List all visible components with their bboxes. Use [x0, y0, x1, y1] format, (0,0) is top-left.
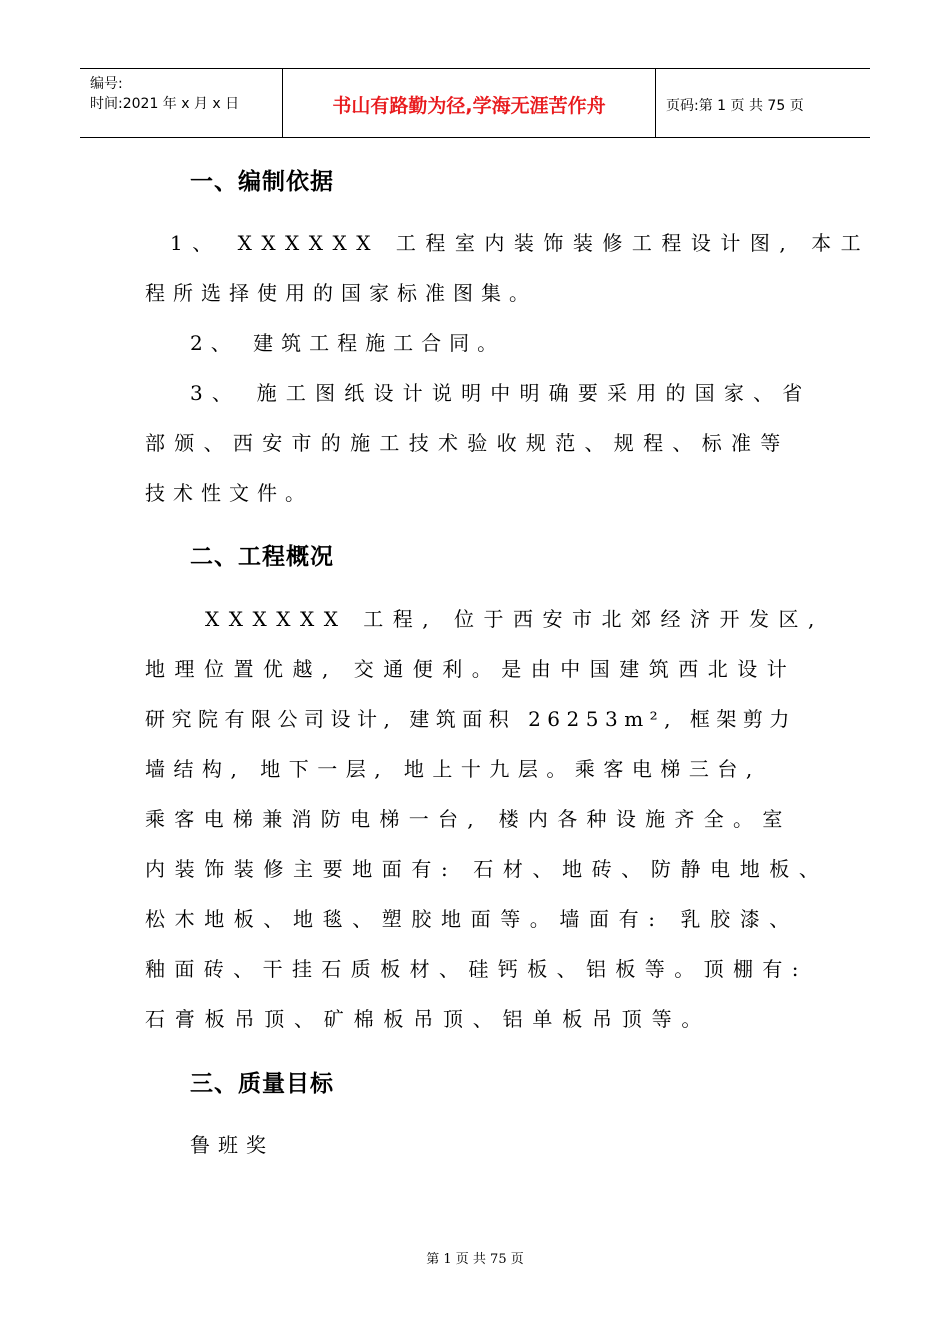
- body-line: 技术性文件。: [145, 481, 313, 505]
- body-line: XXXXXX 工程, 位于西安市北郊经济开发区,: [205, 607, 824, 631]
- body-line: 3、 施工图纸设计说明中明确要采用的国家、省: [190, 381, 812, 405]
- header-page-cell: [656, 69, 870, 137]
- body-line: 程所选择使用的国家标准图集。: [145, 281, 537, 305]
- body-line: 研究院有限公司设计, 建筑面积 26253m², 框架剪力: [145, 707, 796, 731]
- body-line: 釉面砖、干挂石质板材、硅钙板、铝板等。顶棚有:: [145, 957, 808, 981]
- header-motto-cell: [282, 69, 656, 137]
- body-line: 鲁班奖: [190, 1133, 274, 1157]
- page-footer: 第 1 页 共 75 页: [426, 1252, 524, 1267]
- body-line: 地理位置优越, 交通便利。是由中国建筑西北设计: [145, 657, 797, 681]
- document-number: 编号:: [90, 76, 123, 92]
- body-line: 松木地板、地毯、塑胶地面等。墙面有: 乳胶漆、: [145, 907, 799, 931]
- body-line: 石膏板吊顶、矿棉板吊顶、铝单板吊顶等。: [145, 1007, 712, 1031]
- body-line: 乘客电梯兼消防电梯一台, 楼内各种设施齐全。室: [145, 807, 792, 831]
- section-heading: 三、质量目标: [190, 1071, 334, 1097]
- section-heading: 二、工程概况: [190, 544, 334, 570]
- body-line: 2、 建筑工程施工合同。: [190, 331, 506, 355]
- section-heading: 一、编制依据: [190, 169, 334, 195]
- body-line: 内装饰装修主要地面有: 石材、地砖、防静电地板、: [145, 857, 829, 881]
- body-line: 1、 XXXXXX 工程室内装饰装修工程设计图, 本工: [170, 231, 871, 255]
- header-table: [80, 68, 870, 138]
- document-date: 时间:2021 年 x 月 x 日: [90, 96, 240, 112]
- header-info-cell: [80, 69, 282, 137]
- motto: 书山有路勤为径,学海无涯苦作舟: [332, 95, 606, 117]
- body-line: 部颁、西安市的施工技术验收规范、规程、标准等: [145, 431, 790, 455]
- body-line: 墙结构, 地下一层, 地上十九层。乘客电梯三台,: [145, 757, 761, 781]
- page-info: 页码:第 1 页 共 75 页: [666, 98, 804, 114]
